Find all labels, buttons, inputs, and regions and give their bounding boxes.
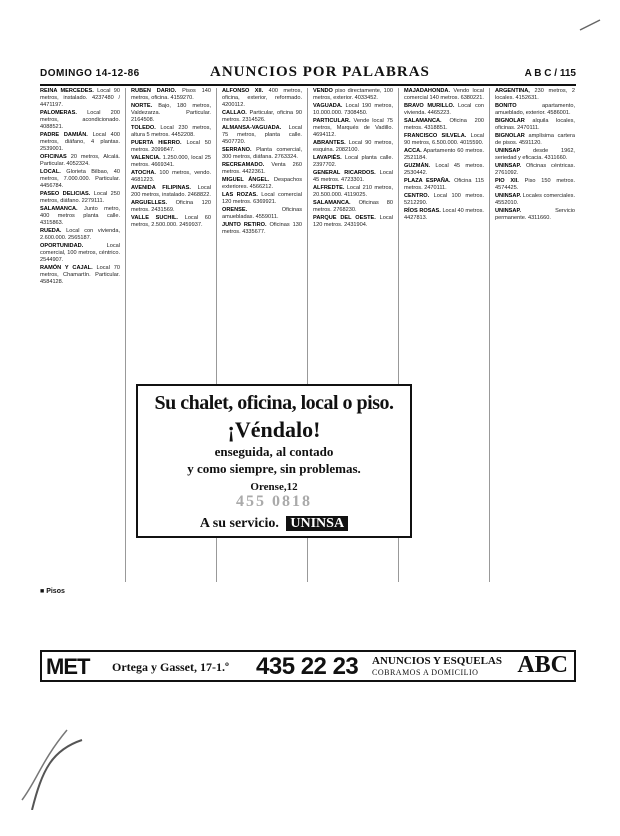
classified-text: Local 200 metros, acondicionado. 4088521.	[40, 110, 120, 130]
classified-entry	[131, 215, 211, 229]
classified-heading: RAMÓN Y CAJAL.	[40, 265, 93, 271]
classified-text: Local con vivienda, 2.600.000. 2565187.	[40, 228, 120, 241]
column-5	[404, 88, 484, 582]
classified-text: Oficinas 130 metros. 4335677.	[222, 222, 302, 235]
uninsa-advertisement	[136, 384, 412, 538]
classified-text: Apartamento 60 metros. 2521184.	[404, 148, 484, 161]
pisos-heading-text: Pisos	[46, 588, 65, 595]
classified-entry	[313, 88, 393, 102]
classified-text: Oficina 120 metros. 2431569.	[131, 200, 211, 213]
classified-text: desde 1962, seriedad y eficacia. 4311660.	[495, 148, 575, 161]
classified-heading: SALAMANCA.	[404, 118, 442, 124]
classified-heading: RUBÉN DARÍO.	[131, 88, 177, 94]
classified-entry	[131, 155, 211, 169]
newspaper-page	[40, 62, 576, 822]
classified-entry	[313, 200, 393, 214]
classified-heading: TOLEDO.	[131, 125, 156, 131]
classified-heading: OPORTUNIDAD.	[40, 243, 84, 249]
classified-text: Local 70 metros, Chamartín. Particular. 4584128.	[40, 265, 120, 285]
classified-text: Oficinas 80 metros. 2768230.	[313, 200, 393, 213]
classified-heading: ALMANSA-VAGUADA.	[222, 125, 282, 131]
ad-brand: UNINSA	[286, 516, 348, 531]
column-1	[40, 88, 120, 582]
column-divider	[125, 88, 126, 582]
ad-footer	[138, 516, 410, 532]
classified-text: Bajo, 180 metros, Valdezarza. Particular. 2164508.	[131, 103, 211, 123]
classified-heading: ATOCHA.	[131, 170, 156, 176]
classified-text: Local 190 metros, 10.000.000. 7308450.	[313, 103, 393, 116]
classified-heading: ABRANTES.	[313, 140, 346, 146]
classified-entry	[40, 154, 120, 168]
classified-heading: UNINSAP.	[495, 163, 522, 169]
ad-cta: ¡Véndalo!	[227, 417, 321, 442]
classified-entry	[404, 208, 484, 222]
classified-heading: GENERAL RICARDOS.	[313, 170, 376, 176]
classified-text: Piso 150 metros. 4574425.	[495, 178, 575, 191]
classified-heading: RÍOS ROSAS.	[404, 208, 441, 214]
classified-entry	[495, 118, 575, 132]
classified-text: Local 200 metros, instalado. 2468822.	[131, 185, 211, 198]
issue-date: DOMINGO 14-12-86	[40, 68, 140, 79]
classified-entry	[404, 193, 484, 207]
classified-text: Venta 260 metros. 4422361.	[222, 162, 302, 175]
classified-entry	[313, 170, 393, 184]
classified-entry	[313, 118, 393, 139]
bottom-banner	[40, 650, 576, 682]
classified-text: Particular, oficina 90 metros. 2314526.	[222, 110, 302, 123]
classified-heading: ALFONSO XII.	[222, 88, 264, 94]
classified-entry	[222, 207, 302, 221]
scan-mark-icon	[570, 10, 610, 40]
classified-text: Local planta calle. 2397702.	[313, 155, 393, 168]
ad-phone-ghost: 455 0818	[236, 493, 312, 510]
classified-text: Local 45 metros. 2530442.	[404, 163, 484, 176]
classified-entry	[313, 215, 393, 229]
classified-entry	[131, 140, 211, 154]
classified-text: Local 40 metros. 4427813.	[404, 208, 484, 221]
classified-heading: VAGUADA.	[313, 103, 343, 109]
classified-text: alquila locales, oficinas. 2470111.	[495, 118, 575, 131]
met-logo: MET	[46, 654, 90, 679]
classified-entry	[222, 192, 302, 206]
classified-text: Glorieta Bilbao, 40 metros, 7.000.000. Particular. 4456784.	[40, 169, 120, 189]
classified-text: 1.250.000, local 25 metros. 4669341.	[131, 155, 211, 168]
ad-service-text: A su servicio.	[199, 516, 279, 531]
classified-text: Local 230 metros, altura 5 metros. 4452208.	[131, 125, 211, 138]
classified-entry	[222, 110, 302, 124]
column-divider	[489, 88, 490, 582]
classified-entry	[404, 133, 484, 147]
classified-text: 230 metros, 2 locales. 4152631.	[495, 88, 575, 101]
classified-entry	[40, 243, 120, 264]
classified-heading: SALAMANCA.	[313, 200, 351, 206]
classified-heading: GUZMÁN.	[404, 163, 431, 169]
classified-entry	[495, 88, 575, 102]
classified-entry	[222, 222, 302, 236]
classified-heading: ORENSE.	[222, 207, 248, 213]
classified-text: Servicio permanente. 4311660.	[495, 208, 575, 221]
ad-headline: Su chalet, oficina, local o piso.	[154, 392, 394, 414]
classified-entry	[131, 200, 211, 214]
classified-heading: AVENIDA FILIPINAS.	[131, 185, 191, 191]
classified-heading: UNINSAP	[495, 148, 521, 154]
classified-heading: CALLAO.	[222, 110, 247, 116]
classified-entry	[222, 177, 302, 191]
classified-text: Vende local 75 metros, Marqués de Vadillo. 4694112.	[313, 118, 393, 138]
classified-entry	[404, 103, 484, 117]
classified-text: Local 210 metros, 20.500.000. 4119025.	[313, 185, 393, 198]
scan-artifact-icon	[12, 690, 112, 810]
classified-entry	[40, 110, 120, 131]
classified-text: Local 120 metros. 2431904.	[313, 215, 393, 228]
classified-heading: VENDO	[313, 88, 333, 94]
classified-text: Local 45 metros. 4723301.	[313, 170, 393, 183]
classified-heading: SERRANO.	[222, 147, 252, 153]
classified-entry	[495, 103, 575, 117]
classified-heading: FRANCISCO SILVELA.	[404, 133, 467, 139]
classified-entry	[404, 88, 484, 102]
classified-text: Junto metro, 400 metros planta calle. 4315863.	[40, 206, 120, 226]
classified-text: Planta comercial, 300 metros, diáfana. 2763324.	[222, 147, 302, 160]
classified-text: Local 75 metros, planta calle. 4507720.	[222, 125, 302, 145]
section-title: ANUNCIOS POR PALABRAS	[210, 64, 430, 80]
classified-text: Oficina 115 metros. 2470111.	[404, 178, 484, 191]
classified-entry	[313, 140, 393, 154]
classified-entry	[222, 147, 302, 161]
classified-heading: LOCAL.	[40, 169, 61, 175]
classified-heading: CENTRO.	[404, 193, 430, 199]
classified-text: 100 metros, vendo. 4681223.	[131, 170, 211, 183]
column-6	[495, 88, 575, 582]
classified-heading: PADRE DAMIÁN.	[40, 132, 88, 138]
classified-heading: PALOMERAS.	[40, 110, 77, 116]
pisos-heading: ■ Pisos	[40, 588, 65, 595]
classified-entry	[404, 163, 484, 177]
classified-text: Local 100 metros. 5212290.	[404, 193, 484, 206]
classified-text: Local 90 metros, esquina. 2082100.	[313, 140, 393, 153]
classified-entry	[313, 155, 393, 169]
classified-entry	[495, 133, 575, 147]
classified-text: Local comercial 120 metros. 6369921.	[222, 192, 302, 205]
classified-entry	[40, 88, 120, 109]
classified-entry	[222, 125, 302, 146]
banner-title: ANUNCIOS Y ESQUELAS	[372, 655, 502, 667]
classified-heading: LAVAPIÉS.	[313, 155, 342, 161]
classified-entry	[40, 206, 120, 227]
classified-entry	[222, 88, 302, 109]
classified-heading: PIO XII.	[495, 178, 519, 184]
classified-entry	[313, 185, 393, 199]
classified-entry	[40, 169, 120, 190]
page-header	[40, 62, 576, 86]
classified-heading: ARGUELLES.	[131, 200, 168, 206]
classified-heading: ARGENTINA,	[495, 88, 530, 94]
classified-text: Local 60 metros, 2.500.000. 2459937.	[131, 215, 211, 228]
classified-entry	[40, 265, 120, 286]
classified-heading: UNINSAP.	[495, 193, 522, 199]
classified-text: Local 90 metros, instalado. 4237480 / 4471197.	[40, 88, 120, 108]
pisos-section	[40, 586, 130, 597]
classified-entry	[495, 208, 575, 222]
classified-entry	[495, 178, 575, 192]
classified-text: 400 metros, oficina, exterior, reformado. 4200112.	[222, 88, 302, 108]
classified-text: 20 metros, Alcalá. Particular. 4052324.	[40, 154, 120, 167]
classified-entry	[495, 193, 575, 207]
classified-text: Oficinas amuebladas. 4559011.	[222, 207, 302, 220]
classified-entry	[40, 228, 120, 242]
classified-entry	[131, 103, 211, 124]
ad-line-2: y como siempre, sin problemas.	[187, 461, 361, 476]
classified-entry	[40, 191, 120, 205]
classified-text: Despachos exteriores. 4566212.	[222, 177, 302, 190]
classified-text: Oficinas céntricas. 2761092.	[495, 163, 575, 176]
page-number: A B C / 115	[524, 68, 576, 79]
classified-entry	[495, 148, 575, 162]
classified-heading: PLAZA ESPAÑA.	[404, 178, 451, 184]
classified-heading: OFICINAS	[40, 154, 67, 160]
classified-entry	[131, 125, 211, 139]
classified-heading: MAJADAHONDA.	[404, 88, 450, 94]
classified-heading: JUNTO RETIRO.	[222, 222, 267, 228]
classified-heading: SALAMANCA.	[40, 206, 78, 212]
classified-heading: UNINSAP.	[495, 208, 522, 214]
classified-entry	[40, 132, 120, 153]
classified-heading: PARTICULAR.	[313, 118, 351, 124]
classified-entry	[131, 185, 211, 199]
classified-heading: NORTE.	[131, 103, 153, 109]
banner-phone: 435 22 23	[256, 653, 359, 680]
classified-entry	[404, 148, 484, 162]
classified-text: Local 50 metros. 2099847.	[131, 140, 211, 153]
classified-text: Local con vivienda. 4465223.	[404, 103, 484, 116]
classified-entry	[404, 178, 484, 192]
classified-entry	[222, 162, 302, 176]
banner-address: Ortega y Gasset, 17-1.º	[112, 660, 229, 674]
classified-entry	[313, 103, 393, 117]
classified-heading: PASEO DELICIAS.	[40, 191, 91, 197]
classified-heading: BONITO	[495, 103, 517, 109]
classified-heading: VALENCIA.	[131, 155, 161, 161]
classified-text: Local 90 metros, 6.500.000. 4015590.	[404, 133, 484, 146]
classified-heading: ALFREDTE.	[313, 185, 345, 191]
classified-entry	[131, 170, 211, 184]
classified-text: Local 250 metros, diáfano. 2279111.	[40, 191, 120, 204]
ad-line-1: enseguida, al contado	[214, 444, 334, 459]
classified-entry	[495, 163, 575, 177]
classified-entry	[404, 118, 484, 132]
banner-subtitle: COBRAMOS A DOMICILIO	[372, 668, 479, 677]
classified-text: Oficina 200 metros. 4318851.	[404, 118, 484, 131]
classified-text: piso directamente, 100 metros, exterior. 4033452.	[313, 88, 393, 101]
classified-heading: BIGNOLAR	[495, 118, 525, 124]
classified-heading: REINA MERCEDES.	[40, 88, 94, 94]
classified-heading: ACCA.	[404, 148, 422, 154]
classified-text: amplísima cartera de pisos. 4591120.	[495, 133, 575, 146]
classified-text: Locales comerciales. 4552010.	[495, 193, 575, 206]
classified-entry	[131, 88, 211, 102]
classified-text: Vendo local comercial 140 metros. 6380221.	[404, 88, 484, 101]
classified-text: Local 400 metros, diáfano, 4 plantas. 2539001.	[40, 132, 120, 152]
classified-heading: PARQUE DEL OESTE.	[313, 215, 376, 221]
abc-logo: ABC	[517, 652, 568, 678]
ad-address: Orense,12	[250, 481, 298, 493]
classified-heading: PUERTA HIERRO.	[131, 140, 182, 146]
classified-text: Pisos 140 metros, oficina. 4159270.	[131, 88, 211, 101]
classified-heading: MIGUEL ÁNGEL.	[222, 177, 270, 183]
classified-heading: BRAVO MURILLO.	[404, 103, 455, 109]
classified-heading: LAS ROZAS.	[222, 192, 258, 198]
classified-heading: RECREAMADO.	[222, 162, 265, 168]
classified-text: Local comercial, 100 metros, céntrico. 2544907.	[40, 243, 120, 263]
classified-heading: VALLE SUCHIL.	[131, 215, 178, 221]
classified-heading: BIGNOLAR	[495, 133, 525, 139]
classified-text: apartamento, amueblado, exterior. 4586001.	[495, 103, 575, 116]
classified-heading: RUEDA.	[40, 228, 62, 234]
